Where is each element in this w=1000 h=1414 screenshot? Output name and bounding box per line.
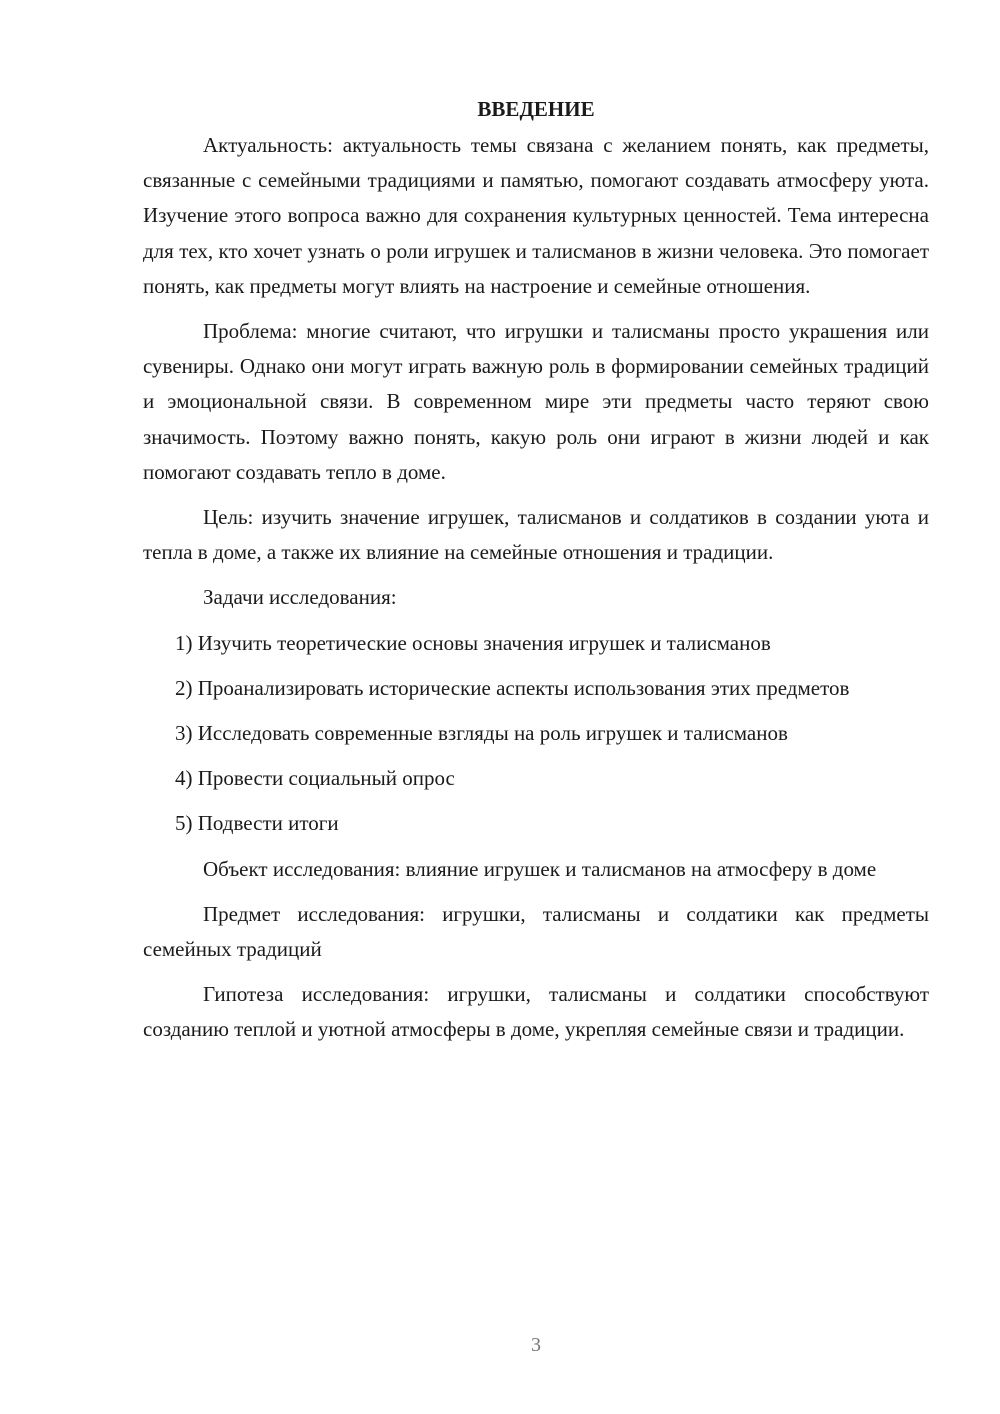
task-item: 4) Провести социальный опрос	[175, 766, 455, 791]
goal-paragraph: Цель: изучить значение игрушек, талисманов и солдатиков в создании уюта и тепла в доме, а также их влияние на семейные отношения и традиции.	[143, 505, 929, 565]
section-heading: ВВЕДЕНИЕ	[477, 97, 595, 121]
task-item: 2) Проанализировать исторические аспекты использования этих предметов	[175, 675, 850, 700]
problem-paragraph: Проблема: многие считают, что игрушки и талисманы просто украшения или сувениры. Однако они могут играть важную роль в формировании семейных традиций и эмоциональной связи. В современном мире эти предметы часто теряют свою значимость. Поэтому важно понять, какую роль они играют в жизни людей и как помогают создавать тепло в доме.	[143, 319, 929, 484]
hypothesis-paragraph: Гипотеза исследования: игрушки, талисманы и солдатики способствуют созданию теплой и уютной атмосферы в доме, укрепляя семейные связи и традиции.	[143, 982, 929, 1042]
tasks-title: Задачи исследования:	[203, 585, 397, 610]
relevance-paragraph: Актуальность: актуальность темы связана с желанием понять, как предметы, связанные с семейными традициями и памятью, помогают создавать атмосферу уюта. Изучение этого вопроса важно для сохранения культурных ценностей. Тема интересна для тех, кто хочет узнать о роли игрушек и талисманов в жизни человека. Это помогает понять, как предметы могут влиять на настроение и семейные отношения.	[143, 133, 929, 298]
task-item: 1) Изучить теоретические основы значения игрушек и талисманов	[175, 630, 771, 655]
task-item: 5) Подвести итоги	[175, 811, 339, 836]
page-number: 3	[531, 1334, 541, 1356]
document-page	[143, 92, 929, 1058]
object-paragraph: Объект исследования: влияние игрушек и талисманов на атмосферу в доме	[203, 856, 877, 881]
task-item: 3) Исследовать современные взгляды на роль игрушек и талисманов	[175, 721, 788, 746]
subject-paragraph: Предмет исследования: игрушки, талисманы и солдатики как предметы семейных традиций	[143, 901, 929, 962]
